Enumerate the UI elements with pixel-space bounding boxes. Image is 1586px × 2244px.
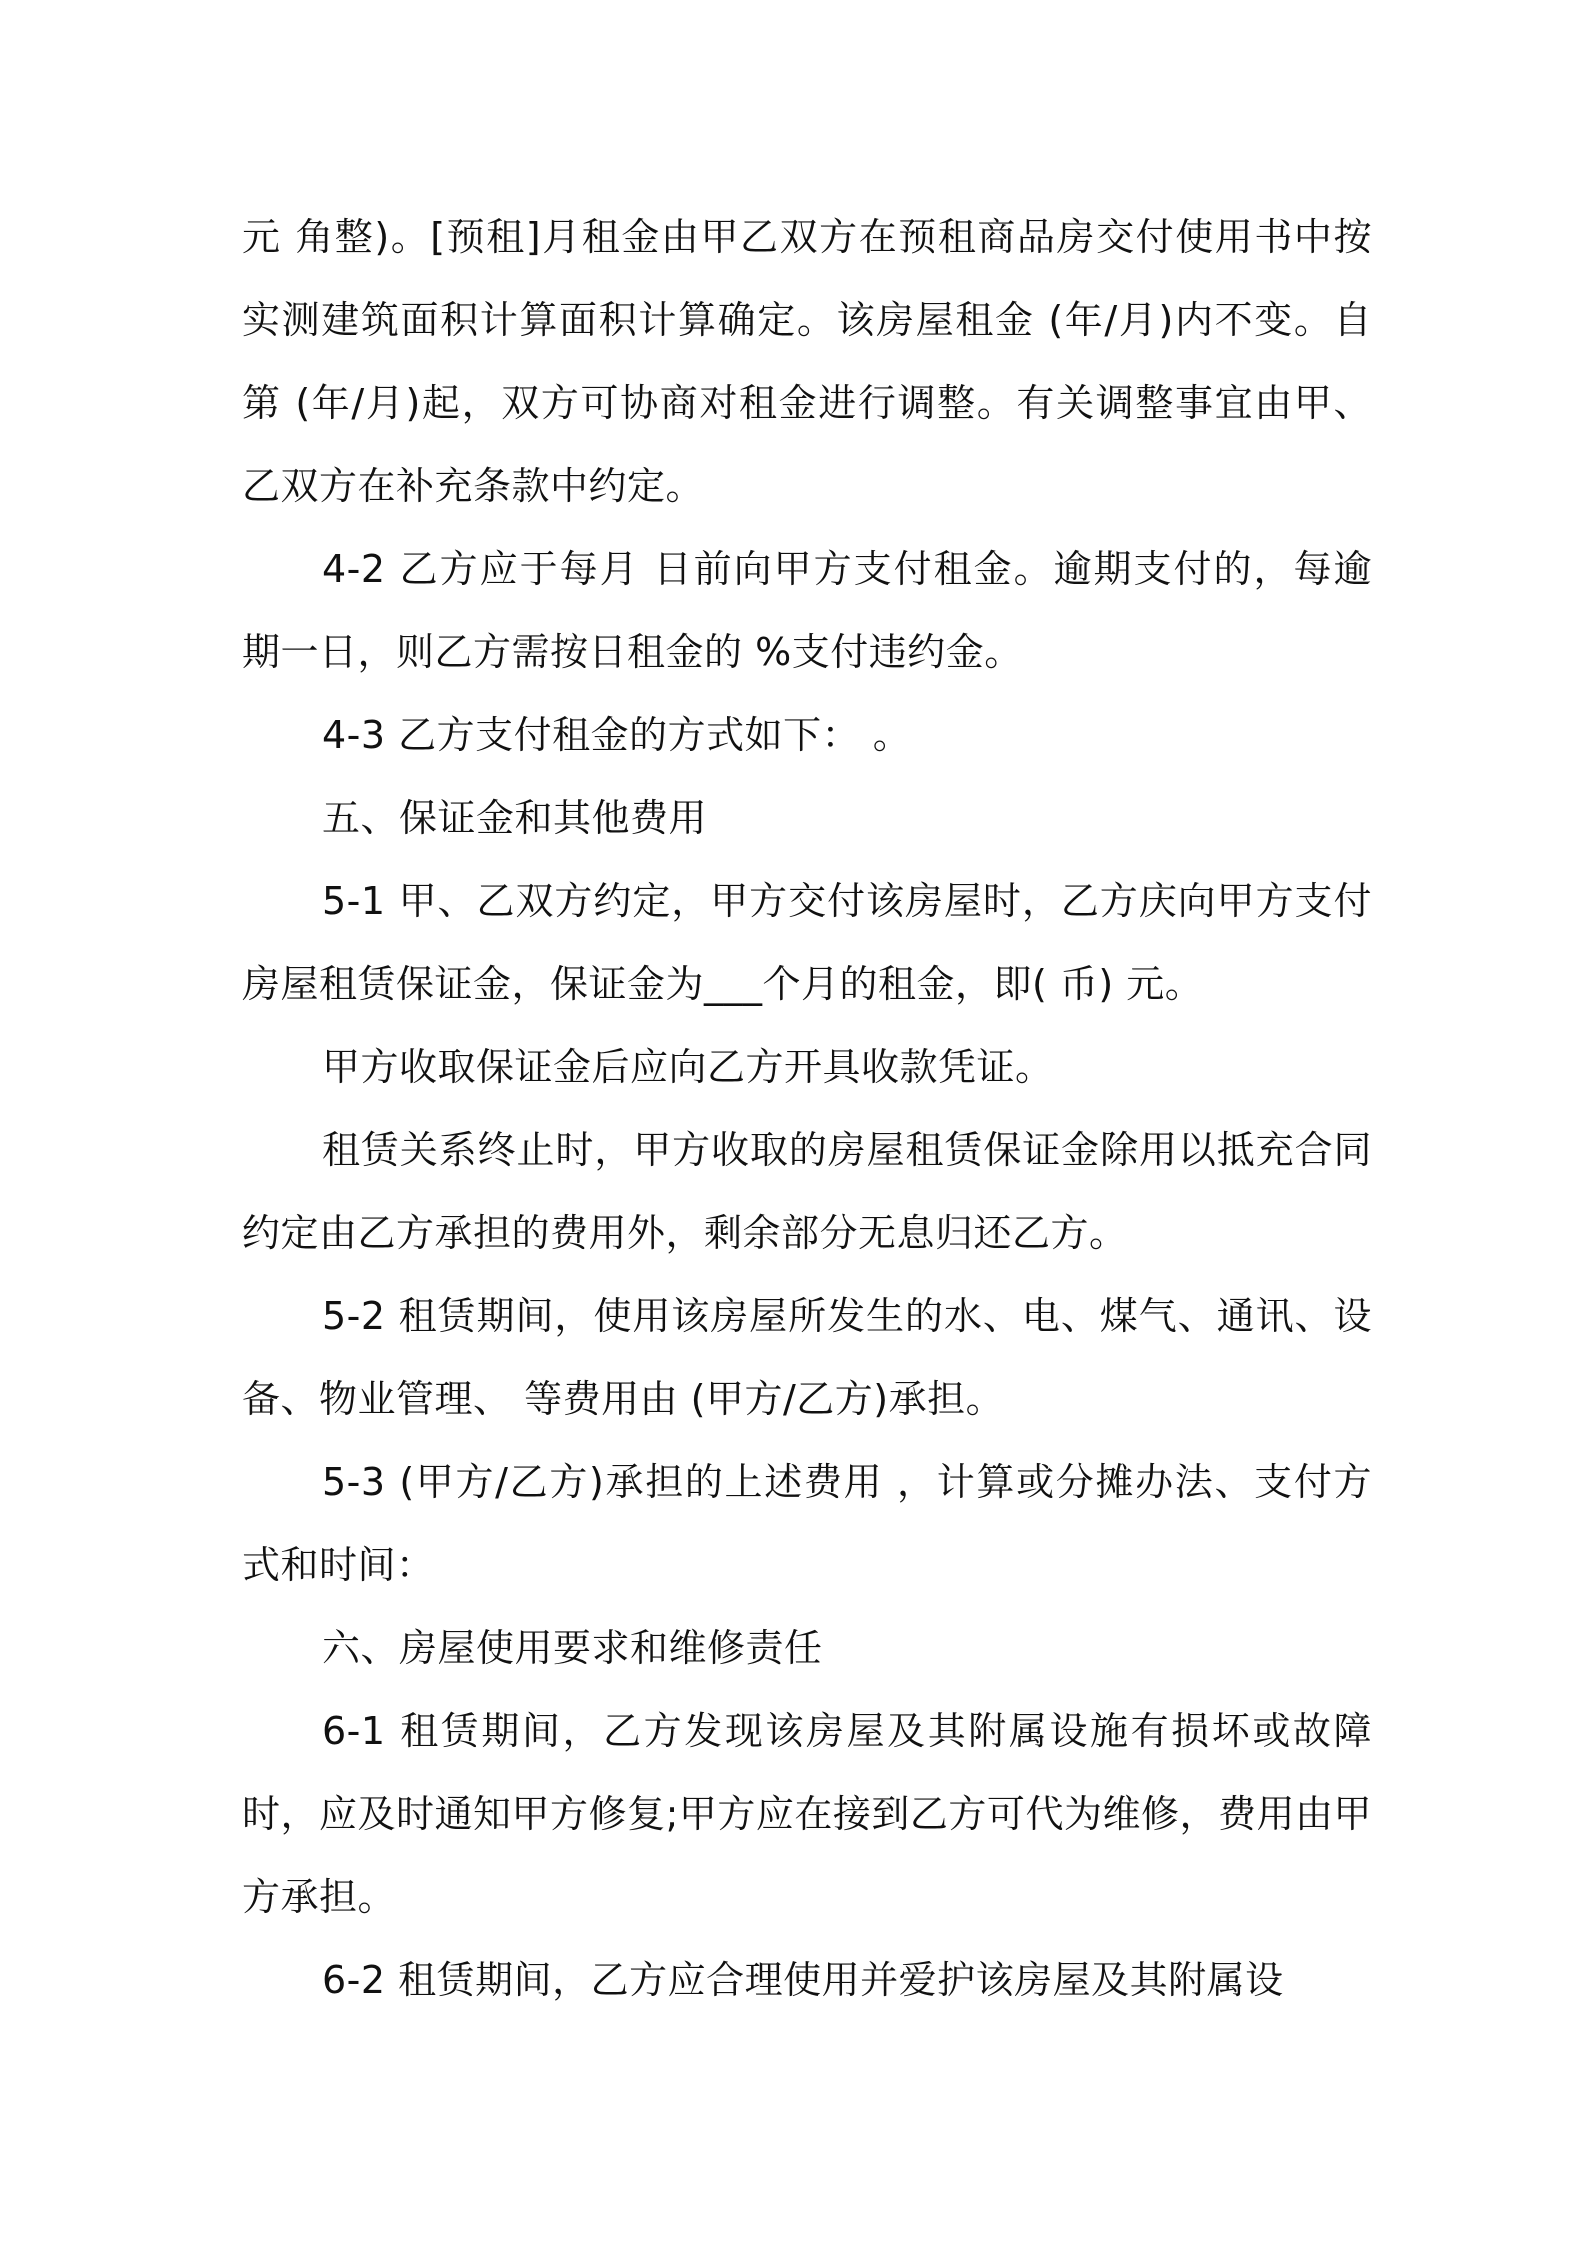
paragraph-clause-6-2: 6-2 租赁期间，乙方应合理使用并爱护该房屋及其附属设: [322, 1958, 1284, 2002]
section-heading-6: 六、房屋使用要求和维修责任: [322, 1626, 823, 1670]
paragraph-clause-5-1: 5-1 甲、乙双方约定，甲方交付该房屋时，乙方庆向甲方支付房屋租赁保证金，保证金为___个月的租金，即( 币) 元。: [242, 879, 1372, 1006]
paragraph-clause-5-3: 5-3 (甲方/乙方)承担的上述费用 ，计算或分摊办法、支付方式和时间：: [242, 1460, 1372, 1587]
paragraph-deposit-receipt: 甲方收取保证金后应向乙方开具收款凭证。: [322, 1045, 1054, 1089]
paragraph-rent-terms: 元 角整)。[预租]月租金由甲乙双方在预租商品房交付使用书中按实测建筑面积计算面积计算确定。该房屋租金 (年/月)内不变。自第 (年/月)起，双方可协商对租金进行调整。有关调整事宜由甲、乙双方在补充条款中约定。: [242, 215, 1372, 508]
paragraph-deposit-return: 租赁关系终止时，甲方收取的房屋租赁保证金除用以抵充合同约定由乙方承担的费用外，剩余部分无息归还乙方。: [242, 1128, 1372, 1255]
paragraph-clause-4-3: 4-3 乙方支付租金的方式如下： 。: [322, 713, 912, 757]
section-heading-5: 五、保证金和其他费用: [322, 796, 708, 840]
paragraph-clause-6-1: 6-1 租赁期间，乙方发现该房屋及其附属设施有损坏或故障时，应及时通知甲方修复;甲方应在接到乙方可代为维修，费用由甲方承担。: [242, 1709, 1372, 1919]
document-body: [242, 196, 1372, 2022]
paragraph-clause-4-2: 4-2 乙方应于每月 日前向甲方支付租金。逾期支付的，每逾期一日，则乙方需按日租金的 %支付违约金。: [242, 547, 1372, 674]
paragraph-clause-5-2: 5-2 租赁期间，使用该房屋所发生的水、电、煤气、通讯、设备、物业管理、 等费用由 (甲方/乙方)承担。: [242, 1294, 1372, 1421]
